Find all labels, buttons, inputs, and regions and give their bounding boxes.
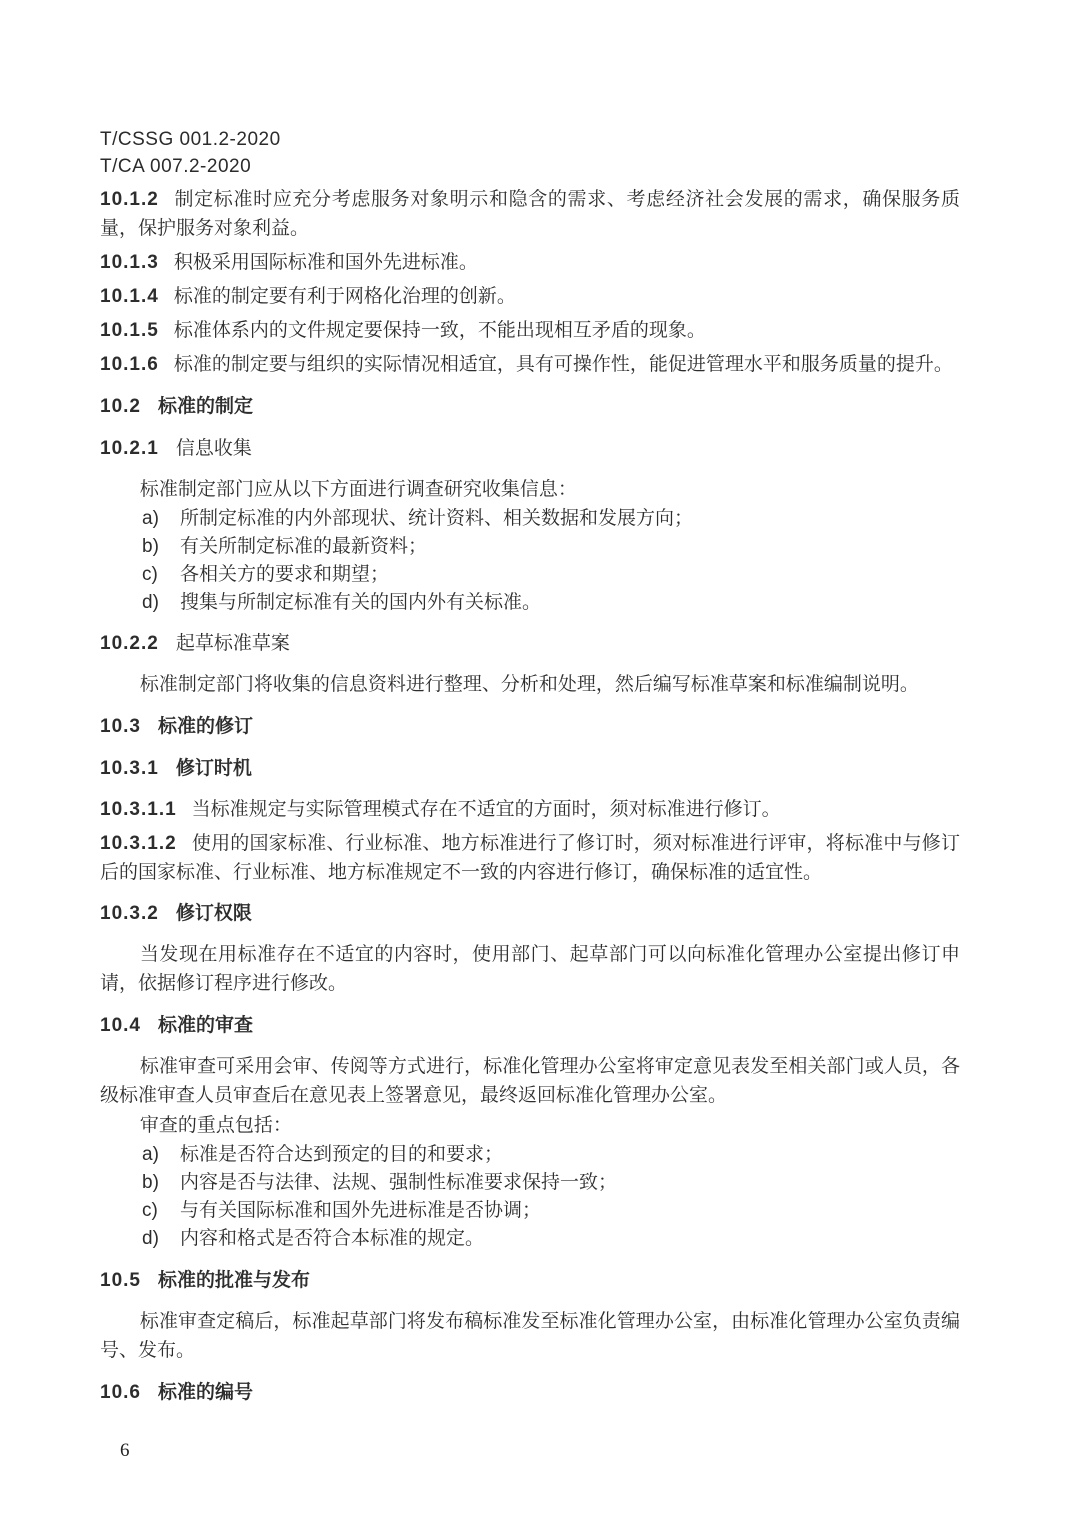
paragraph: 标准审查定稿后，标准起草部门将发布稿标准发至标准化管理办公室，由标准化管理办公室负责编号、发布。 (100, 1311, 960, 1361)
section-heading (100, 1266, 960, 1296)
section-heading (100, 434, 960, 464)
clause-number: 10.1.3 (100, 252, 159, 273)
clause-number: 10.3.1 (100, 758, 159, 779)
paragraph: 标准审查可采用会审、传阅等方式进行，标准化管理办公室将审定意见表发至相关部门或人员，各级标准审查人员审查后在意见表上签署意见，最终返回标准化管理办公室。 (100, 1056, 960, 1106)
heading-text: 标准的修订 (157, 716, 253, 737)
clause-text: 制定标准时应充分考虑服务对象明示和隐含的需求、考虑经济社会发展的需求，确保服务质量，保护服务对象利益。 (100, 189, 960, 239)
section-heading (100, 899, 960, 929)
list-marker: c) (142, 564, 158, 585)
list-marker: a) (142, 508, 159, 529)
list-marker: d) (142, 1228, 159, 1249)
clause-number: 10.1.2 (100, 189, 159, 210)
clause-text: 使用的国家标准、行业标准、地方标准进行了修订时，须对标准进行评审，将标准中与修订后的国家标准、行业标准、地方标准规定不一致的内容进行修订，确保标准的适宜性。 (100, 833, 960, 883)
list-item-text: 与有关国际标准和国外先进标准是否协调； (180, 1200, 542, 1221)
clause (100, 829, 960, 887)
clause-number: 10.6 (100, 1382, 141, 1403)
clause-number: 10.3.2 (100, 903, 159, 924)
clause (100, 282, 960, 311)
list-item-text: 内容和格式是否符合本标准的规定。 (180, 1228, 485, 1249)
section-heading (100, 712, 960, 742)
section-heading (100, 629, 960, 659)
standard-code-primary: T/CSSG 001.2-2020 (100, 129, 281, 150)
list-item (100, 533, 960, 561)
list-item-text: 标准是否符合达到预定的目的和要求； (180, 1144, 504, 1165)
page-number: 6 (120, 1440, 130, 1461)
list-marker: b) (142, 1172, 159, 1193)
list-item (100, 589, 960, 617)
section-heading (100, 754, 960, 784)
clause-number: 10.3.1.2 (100, 833, 177, 854)
section-heading (100, 1011, 960, 1041)
clause-text: 标准的制定要有利于网格化治理的创新。 (173, 286, 516, 307)
list-marker: c) (142, 1200, 158, 1221)
list-item-text: 有关所制定标准的最新资料； (180, 536, 428, 557)
clause-number: 10.2.2 (100, 633, 159, 654)
standard-code-secondary: T/CA 007.2-2020 (100, 156, 252, 177)
clause-text: 标准的制定要与组织的实际情况相适宜，具有可操作性，能促进管理水平和服务质量的提升。 (173, 354, 953, 375)
heading-text: 标准的批准与发布 (157, 1270, 310, 1291)
clause-number: 10.2.1 (100, 438, 159, 459)
section-heading (100, 392, 960, 422)
heading-text: 标准的编号 (157, 1382, 253, 1403)
paragraph: 标准制定部门应从以下方面进行调查研究收集信息： (139, 479, 577, 500)
paragraph: 当发现在用标准存在不适宜的内容时，使用部门、起草部门可以向标准化管理办公室提出修订申请，依据修订程序进行修改。 (100, 944, 960, 994)
clause (100, 185, 960, 243)
heading-text: 标准的制定 (157, 396, 253, 417)
list-item (100, 1141, 960, 1169)
list-item (100, 1225, 960, 1253)
list-item-text: 各相关方的要求和期望； (180, 564, 390, 585)
list-marker: a) (142, 1144, 159, 1165)
list-item (100, 561, 960, 589)
list-item (100, 505, 960, 533)
clause-number: 10.1.5 (100, 320, 159, 341)
list-item (100, 1197, 960, 1225)
running-header (100, 126, 960, 180)
clause (100, 316, 960, 345)
clause-number: 10.5 (100, 1270, 141, 1291)
lettered-list (100, 505, 960, 617)
clause-number: 10.3.1.1 (100, 799, 177, 820)
document-body (100, 185, 960, 1408)
heading-text: 起草标准草案 (175, 633, 290, 654)
heading-text: 修订时机 (175, 758, 252, 779)
clause-number: 10.4 (100, 1015, 141, 1036)
heading-text: 标准的审查 (157, 1015, 253, 1036)
clause-text: 当标准规定与实际管理模式存在不适宜的方面时，须对标准进行修订。 (191, 799, 781, 820)
list-item-text: 搜集与所制定标准有关的国内外有关标准。 (180, 592, 542, 613)
paragraph: 标准制定部门将收集的信息资料进行整理、分析和处理，然后编写标准草案和标准编制说明。 (139, 674, 919, 695)
list-marker: b) (142, 536, 159, 557)
heading-text: 信息收集 (175, 438, 252, 459)
clause (100, 795, 960, 824)
clause-number: 10.2 (100, 396, 141, 417)
list-marker: d) (142, 592, 159, 613)
clause-number: 10.1.4 (100, 286, 159, 307)
list-item-text: 内容是否与法律、法规、强制性标准要求保持一致； (180, 1172, 618, 1193)
page-footer (100, 1440, 960, 1462)
clause (100, 248, 960, 277)
paragraph: 审查的重点包括： (139, 1115, 292, 1136)
list-item-text: 所制定标准的内外部现状、统计资料、相关数据和发展方向； (180, 508, 694, 529)
clause-text: 标准体系内的文件规定要保持一致，不能出现相互矛盾的现象。 (173, 320, 706, 341)
clause (100, 350, 960, 379)
lettered-list (100, 1141, 960, 1253)
list-item (100, 1169, 960, 1197)
clause-number: 10.3 (100, 716, 141, 737)
heading-text: 修订权限 (175, 903, 252, 924)
clause-number: 10.1.6 (100, 354, 159, 375)
clause-text: 积极采用国际标准和国外先进标准。 (173, 252, 478, 273)
section-heading (100, 1378, 960, 1408)
